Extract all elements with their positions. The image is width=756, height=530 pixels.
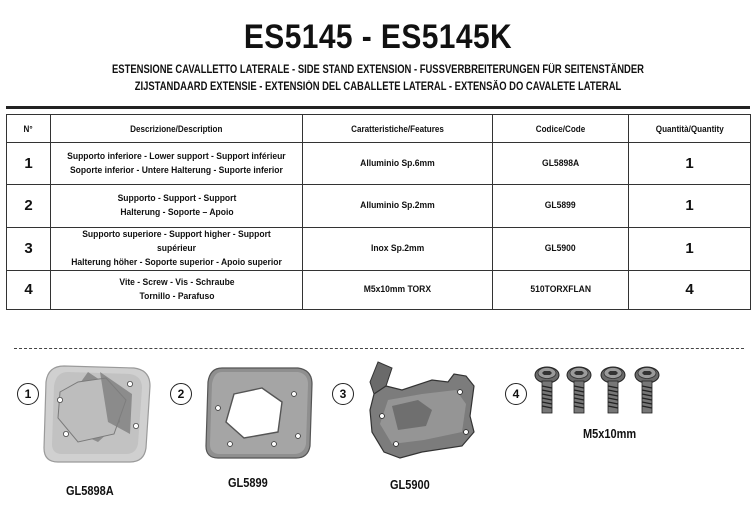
description-line-2: Soporte inferior - Untere Halterung - Suporte inferior: [70, 164, 283, 176]
table-row: [7, 185, 751, 228]
subtitle-line-2: ZIJSTANDAARD EXTENSIE - EXTENSIÓN DEL CABALLETE LATERAL - EXTENSÃO DO CAVALETE LATERAL: [134, 81, 622, 93]
row-code: GL5899: [493, 185, 629, 228]
row-features: Alluminio Sp.2mm: [303, 185, 493, 228]
row-description: [51, 185, 303, 228]
part-3-badge: 3: [332, 383, 354, 405]
parts-table: [6, 114, 751, 310]
row-quantity: 1: [629, 185, 751, 228]
row-description: [51, 271, 303, 310]
col-description-header: Descrizione/Description: [51, 115, 303, 143]
row-quantity: 1: [629, 143, 751, 185]
part-2-badge: 2: [170, 383, 192, 405]
description-line-1: Vite - Screw - Vis - Schraube: [118, 277, 235, 288]
table-row: [7, 271, 751, 310]
subtitle-line-1: ESTENSIONE CAVALLETTO LATERALE - SIDE STAND EXTENSION - FUSSVERBREITERUNGEN FÜR SEITENSTÄNDER: [112, 64, 644, 76]
part-4-badge: 4: [505, 383, 527, 405]
description-line-2: Halterung höher - Soporte superior - Apoio superior: [71, 257, 282, 268]
screw-size-label: M5x10mm: [583, 427, 637, 441]
dashed-separator: [14, 348, 744, 349]
row-features: M5x10mm TORX: [303, 271, 493, 310]
support-plate-image: [200, 362, 320, 462]
row-features: Alluminio Sp.6mm: [303, 143, 493, 185]
row-number: 1: [7, 143, 51, 185]
part-1-badge: 1: [17, 383, 39, 405]
document-title: ES5145 - ES5145K: [243, 18, 513, 56]
row-description: [51, 228, 303, 271]
description-line-1: Supporto superiore - Support higher - Support supérieur: [82, 229, 271, 254]
row-number: 3: [7, 228, 51, 271]
part-3-code-label: GL5900: [390, 478, 430, 492]
row-code: GL5898A: [493, 143, 629, 185]
col-quantity-header: Quantità/Quantity: [629, 115, 751, 143]
description-line-1: Supporto inferiore - Lower support - Support inférieur: [67, 150, 286, 162]
table-row: [7, 228, 751, 271]
description-line-2: Halterung - Soporte – Apoio: [119, 207, 234, 218]
row-description: [51, 143, 303, 185]
description-line-2: Tornillo - Parafuso: [139, 291, 214, 302]
row-quantity: 1: [629, 228, 751, 271]
row-number: 2: [7, 185, 51, 228]
torx-screws-image: [532, 364, 672, 420]
row-quantity: 4: [629, 271, 751, 310]
table-row: [7, 143, 751, 185]
lower-support-plate-image: [38, 362, 158, 470]
col-code-header: Codice/Code: [493, 115, 629, 143]
col-features-header: Caratteristiche/Features: [303, 115, 493, 143]
description-line-1: Supporto - Support - Support: [117, 193, 236, 204]
row-code: 510TORXFLAN: [493, 271, 629, 310]
row-code: GL5900: [493, 228, 629, 271]
row-number: 4: [7, 271, 51, 310]
table-header-row: [7, 115, 751, 143]
upper-support-bracket-image: [362, 360, 486, 464]
col-number-header: N°: [7, 115, 51, 143]
row-features: Inox Sp.2mm: [303, 228, 493, 271]
part-2-code-label: GL5899: [228, 476, 268, 490]
part-1-code-label: GL5898A: [66, 484, 114, 498]
header-rule: [6, 106, 750, 109]
